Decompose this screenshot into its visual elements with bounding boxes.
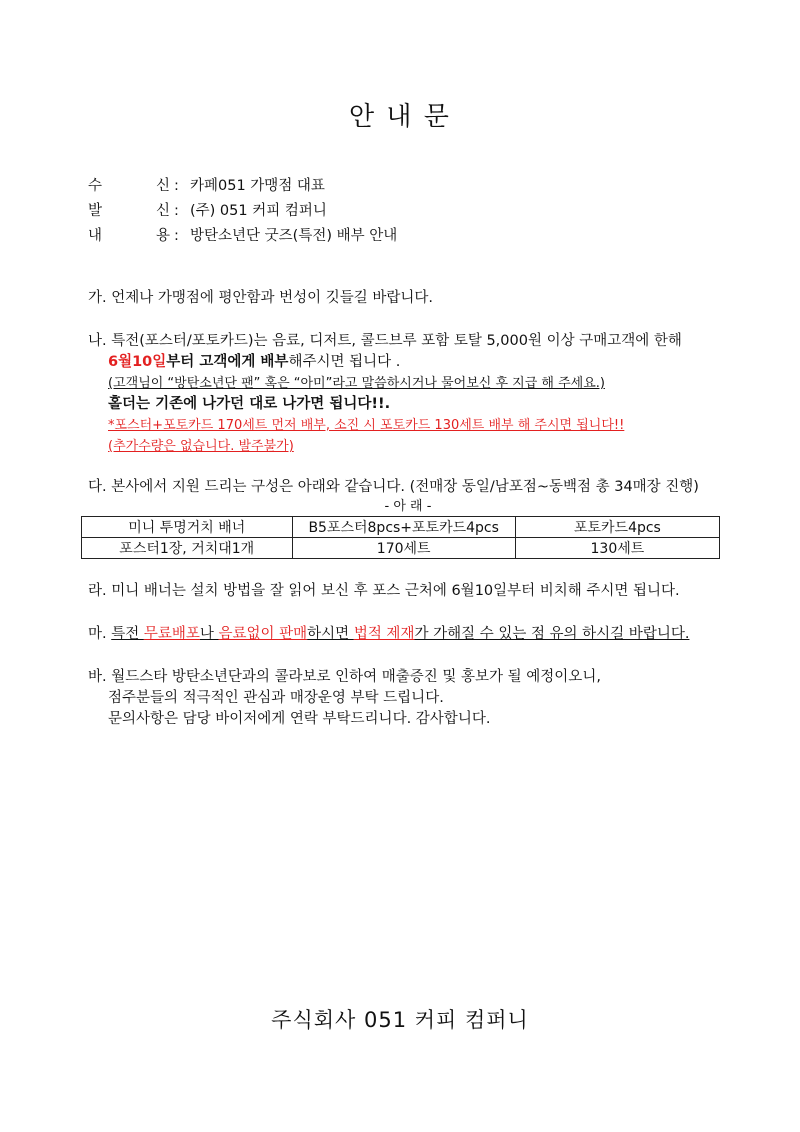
- meta-key-b: 신: [155, 178, 170, 194]
- section-da: [88, 477, 728, 559]
- ma-s5: 하시면: [307, 626, 354, 642]
- da-below: - 아 래 -: [384, 499, 432, 514]
- meta-sender: [88, 199, 397, 224]
- section-ba: [88, 667, 728, 730]
- table-cell: 포스터1장, 거치대1개: [82, 538, 293, 559]
- ba-line3: 문의사항은 담당 바이저에게 연락 부탁드리니다. 감사합니다.: [108, 711, 491, 727]
- na-note2: 홀더는 기존에 나가던 대로 나가면 됩니다!!.: [108, 396, 391, 412]
- ma-s2: 무료배포: [143, 626, 200, 642]
- meta-key-a: 내: [88, 228, 103, 244]
- section-ra: 라. 미니 배너는 설치 방법을 잘 읽어 보신 후 포스 근처에 6월10일부터 비치해 주시면 됩니다.: [88, 583, 680, 599]
- table-cell: 170세트: [292, 538, 515, 559]
- meta-recipient: [88, 174, 397, 199]
- table-row: [82, 538, 720, 559]
- ma-s4: 음료없이 판매: [218, 626, 308, 642]
- meta-subject: [88, 224, 397, 249]
- table-cell: 130세트: [515, 538, 719, 559]
- na-note4: (추가수량은 없습니다. 발주불가): [108, 439, 294, 454]
- na-line1: 나. 특전(포스터/포토카드)는 음료, 디저트, 콜드브루 포함 토탈 5,000원 이상 구매고객에 한해: [88, 333, 682, 349]
- meta-colon: :: [174, 178, 179, 194]
- ma-s3: 나: [199, 626, 219, 642]
- header-info: [88, 174, 397, 249]
- ma-s6: 법적 제재: [353, 626, 415, 642]
- ma-prefix: 마.: [88, 626, 112, 642]
- meta-colon: :: [174, 203, 179, 219]
- table-cell: B5포스터8pcs+포토카드4pcs: [292, 517, 515, 538]
- meta-key-b: 용: [155, 228, 170, 244]
- section-ma: [88, 624, 728, 645]
- company-footer: 주식회사 051 커피 컴퍼니: [271, 1008, 529, 1032]
- da-line: 다. 본사에서 지원 드리는 구성은 아래와 같습니다. (전매장 동일/남포점~동백점 총 34매장 진행): [88, 479, 699, 495]
- meta-key-b: 신: [155, 203, 170, 219]
- ma-s7: 가 가해질 수 있는 점 유의 하시길 바랍니다.: [414, 626, 690, 642]
- goods-table: [81, 516, 720, 559]
- meta-value: (주) 051 커피 컴퍼니: [190, 203, 327, 219]
- notice-body: [88, 288, 728, 730]
- section-ga: 가. 언제나 가맹점에 평안함과 번성이 깃들길 바랍니다.: [88, 290, 434, 306]
- na-note1: (고객님이 “방탄소년단 팬” 혹은 “아미”라고 말씀하시거나 물어보신 후 지급 해 주세요.): [108, 376, 605, 391]
- ba-line1: 바. 월드스타 방탄소년단과의 콜라보로 인하여 매출증진 및 홍보가 될 예정이오니,: [88, 669, 601, 685]
- na-tail: 해주시면 됩니다 .: [288, 354, 401, 370]
- na-bold: 부터 고객에게 배부: [166, 354, 289, 370]
- meta-colon: :: [174, 228, 179, 244]
- ba-line2: 점주분들의 적극적인 관심과 매장운영 부탁 드립니다.: [108, 690, 444, 706]
- table-row: [82, 517, 720, 538]
- na-line2: [88, 352, 728, 373]
- meta-value: 카페051 가맹점 대표: [190, 178, 325, 194]
- document-title: 안 내 문: [349, 102, 451, 132]
- meta-key-a: 수: [88, 178, 103, 194]
- ma-s1: 특전: [111, 626, 144, 642]
- meta-value: 방탄소년단 굿즈(특전) 배부 안내: [190, 228, 398, 244]
- table-cell: 포토카드4pcs: [515, 517, 719, 538]
- section-na: [88, 331, 728, 457]
- meta-key-a: 발: [88, 203, 103, 219]
- table-cell: 미니 투명거치 배너: [82, 517, 293, 538]
- na-note3: *포스터+포토카드 170세트 먼저 배부, 소진 시 포토카드 130세트 배부 해 주시면 됩니다!!: [108, 418, 625, 433]
- na-date: 6월10일: [108, 354, 167, 370]
